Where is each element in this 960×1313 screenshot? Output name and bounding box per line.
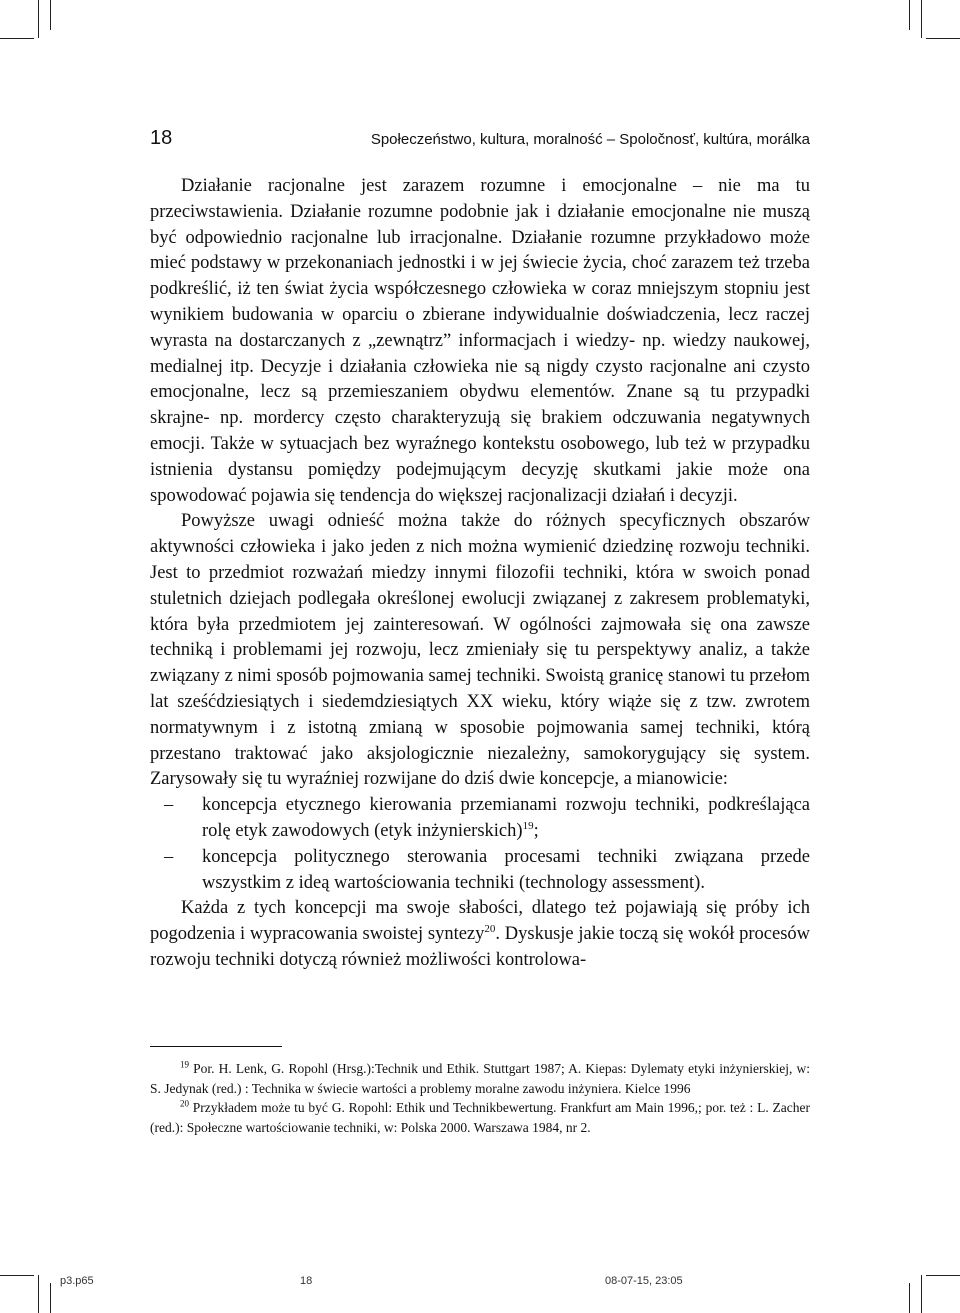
list-item (150, 793, 810, 845)
crop-mark-top-right-horizontal (926, 38, 960, 39)
crop-mark-bottom-right-vertical (921, 1275, 922, 1313)
footnote-text: Przykładem może tu być G. Ropohl: Ethik und Technikbewertung. Frankfurt am Main 1996,; por. też : L. Zacher (red.): Społeczne wartościowanie techniki, w: Polska 2000. Warszawa 1984, nr 2. (150, 1100, 810, 1135)
running-head: Społeczeństwo, kultura, moralność – Spoločnosť, kultúra, morálka (370, 131, 810, 148)
paragraph-3-continuation: . Dyskusje jakie toczą się wokół procesów rozwoju techniki dotyczą również możliwości kontrolowa- (150, 924, 811, 970)
list-item (150, 845, 810, 897)
list-dash: – (164, 795, 174, 816)
list-item-text: koncepcja etycznego kierowania przemianami rozwoju techniki, podkreślająca rolę etyk zawodowych (etyk inżynierskich) (202, 795, 810, 841)
crop-mark-bottom-left-vertical (38, 1275, 39, 1313)
crop-mark-bottom-left-horizontal (0, 1275, 34, 1276)
footnote (150, 1098, 810, 1137)
paragraph-3-text: Każda z tych koncepcji ma swoje słabości, dlatego też pojawiają się próby ich pogodzenia i wypracowania swoistej syntezy (150, 898, 810, 945)
paragraph-3 (150, 896, 810, 973)
footnote-rule (150, 1046, 282, 1047)
concept-list (150, 793, 810, 896)
crop-mark-bottom-left-inner (50, 1283, 51, 1313)
footnote (150, 1059, 810, 1098)
crop-mark-top-left-vertical (38, 0, 39, 38)
list-dash: – (164, 846, 174, 867)
paragraph-2: Powyższe uwagi odnieść można także do różnych specyficznych obszarów aktywności człowieka i jako jeden z nich można wymienić dziedzinę rozwoju techniki. Jest to przedmiot rozważań miedzy innymi filozofii techniki, która w swoich ponad stuletnich dziejach podlegała określonej ewolucji związanej z zakresem problematyki, która była przedmiotem jej zainteresowań. W ogólności zajmowała się ona zawsze techniką i problemami jej rozwoju, lecz zmieniały się tu perspektywy analiz, a także związany z nimi sposób pojmowania samej techniki. Swoistą granicę stanowi tu przełom lat sześćdziesiątych i siedemdziesiątych XX wieku, który wiąże się z tzw. zwrotem normatywnym i z istotną zmianą w sposobie pojmowania samej techniki, którą przestano traktować jako aksjologicznie niezależny, samokorygujący się system. Zarysowały się tu wyraźniej rozwijane do dziś dwie koncepcje, a mianowicie: (150, 511, 810, 790)
footnote-ref-20[interactable]: 20 (484, 922, 496, 935)
footnote-number: 20 (180, 1098, 189, 1109)
footnote-ref-19[interactable]: 19 (522, 819, 534, 832)
footnote-text: Por. H. Lenk, G. Ropohl (Hrsg.):Technik und Ethik. Stuttgart 1987; A. Kiepas: Dylematy etyki inżynierskiej, w: S. Jedynak (red.) : Technika w świecie wartości a problemy moralne zawodu inżyniera. Kielce 1996 (150, 1061, 810, 1096)
crop-mark-top-left-horizontal (0, 38, 34, 39)
list-item-end: ; (533, 820, 539, 841)
crop-mark-top-right-vertical (921, 0, 922, 38)
body-text (150, 174, 810, 974)
list-item-text: koncepcja politycznego sterowania procesami techniki związana przede wszystkim z ideą wartościowania techniki (technology assessment). (202, 846, 810, 893)
paragraph-1: Działanie racjonalne jest zarazem rozumne i emocjonalne – nie ma tu przeciwstawienia. Działanie rozumne podobnie jak i działanie emocjonalne nie muszą być odpowiednio racjonalne lub irracjonalne. Działanie rozumne przykładowo może mieć podstawy w przekonaniach jednostki i w jej świecie życia, choć zarazem też trzeba podkreślić, iż ten świat życia współczesnego człowieka w coraz mniejszym stopniu jest wynikiem budowania w oparciu o zbierane indywidualnie doświadczenia, lecz raczej wyrasta na dostarczanych z „zewnątrz” informacjach i wiedzy- np. wiedzy naukowej, medialnej itp. Decyzje i działania człowieka nie są nigdy czysto racjonalne ani czysto emocjonalne, lecz są przemieszaniem obydwu elementów. Znane są tu przypadki skrajne- np. mordercy często charakteryzują się brakiem odczuwania negatywnych emocji. Także w sytuacjach bez wyraźnego kontekstu osobowego, lub też w przypadku istnienia dystansu pomiędzy podejmującym decyzję skutkami jakie może ona spowodować pojawia się tendencja do większej racjonalizacji działań i decyzji. (150, 176, 810, 506)
slug-timestamp: 08-07-15, 23:05 (605, 1275, 683, 1287)
footnotes (150, 1059, 810, 1137)
crop-mark-bottom-right-horizontal (926, 1275, 960, 1276)
page-number: 18 (150, 127, 173, 149)
crop-mark-bottom-right-inner (909, 1283, 910, 1313)
footnote-number: 19 (180, 1059, 189, 1070)
slug-filename: p3.p65 (60, 1275, 94, 1287)
slug-page-number: 18 (300, 1275, 313, 1287)
crop-mark-top-right-inner (909, 0, 910, 30)
crop-mark-top-left-inner (50, 0, 51, 30)
page-header (150, 127, 810, 157)
